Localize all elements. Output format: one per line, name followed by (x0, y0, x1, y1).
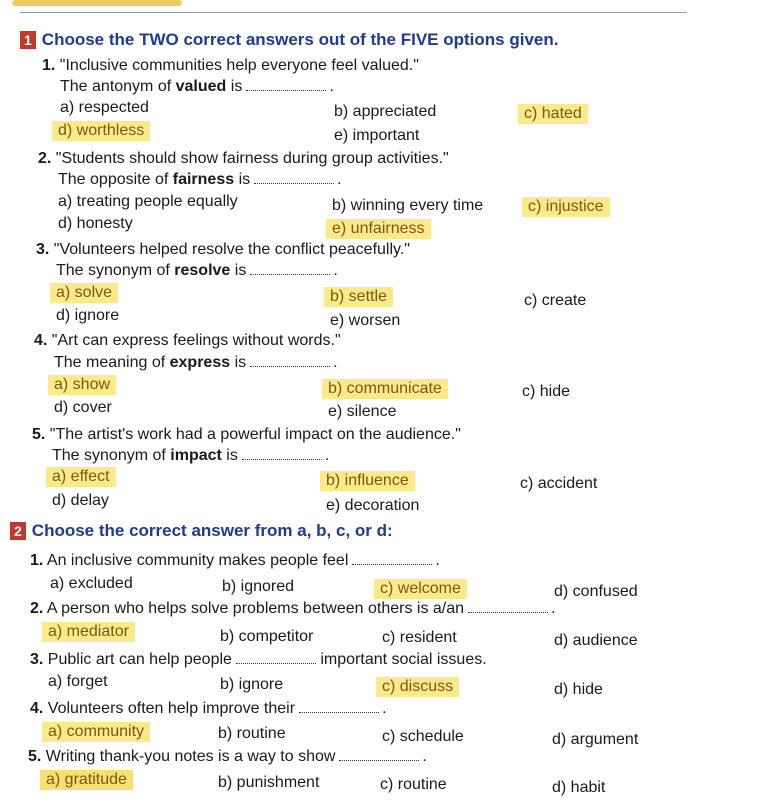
option-d[interactable]: d) audience (554, 632, 638, 649)
option-c-highlighted[interactable]: c) injustice (522, 197, 610, 217)
option-d[interactable]: d) cover (54, 399, 112, 416)
option-a[interactable]: a) treating people equally (58, 193, 238, 210)
option-a[interactable]: a) excluded (50, 575, 133, 592)
option-e-highlighted[interactable]: e) unfairness (326, 219, 431, 239)
question-prompt: The opposite of fairness is . (58, 171, 342, 188)
section-title: Choose the correct answer from a, b, c, or d: (31, 521, 393, 540)
option-e[interactable]: e) important (334, 127, 420, 144)
option-b[interactable]: b) appreciated (334, 103, 437, 120)
option-b[interactable]: b) ignored (222, 578, 295, 595)
section-title: Choose the TWO correct answers out of the FIVE options given. (41, 30, 559, 49)
question-quote: "Inclusive communities help everyone feel valued." (59, 57, 419, 74)
option-e[interactable]: e) silence (328, 403, 397, 420)
option-d[interactable]: d) delay (52, 492, 109, 509)
section-1-heading (20, 30, 558, 50)
question-4: 4. "Art can express feelings without words." (34, 332, 341, 349)
option-c[interactable]: c) resident (382, 629, 457, 646)
s2-question-4: 4. Volunteers often help improve their . (30, 700, 387, 717)
question-3: 3. "Volunteers helped resolve the conflict peacefully." (36, 241, 410, 258)
option-c[interactable]: c) hide (522, 383, 571, 400)
option-b-highlighted[interactable]: b) communicate (322, 379, 448, 399)
section-number: 1 (20, 31, 36, 49)
section-2-heading (10, 521, 393, 541)
option-c[interactable]: c) routine (380, 776, 447, 793)
option-d[interactable]: d) honesty (58, 215, 133, 232)
option-c[interactable]: c) create (524, 292, 587, 309)
option-a-highlighted[interactable]: a) mediator (42, 622, 135, 642)
option-d[interactable]: d) argument (552, 731, 639, 748)
option-b[interactable]: b) ignore (220, 676, 284, 693)
option-b-highlighted[interactable]: b) settle (324, 287, 393, 307)
option-d-highlighted[interactable]: d) worthless (52, 121, 150, 141)
option-b-highlighted[interactable]: b) influence (320, 471, 415, 491)
question-prompt: The synonym of impact is . (52, 447, 330, 464)
option-a-highlighted[interactable]: a) effect (46, 467, 116, 487)
option-a-highlighted[interactable]: a) gratitude (40, 770, 133, 790)
option-b[interactable]: b) routine (218, 725, 286, 742)
s2-question-5: 5. Writing thank-you notes is a way to show . (28, 748, 427, 765)
option-a[interactable]: a) forget (48, 673, 108, 690)
s2-question-1: 1. An inclusive community makes people feel . (30, 552, 440, 569)
option-b[interactable]: b) competitor (220, 628, 314, 645)
option-a-highlighted[interactable]: a) show (48, 375, 116, 395)
option-a-highlighted[interactable]: a) solve (50, 283, 118, 303)
section-number: 2 (10, 522, 26, 540)
option-c[interactable]: c) schedule (382, 728, 464, 745)
question-1 (42, 57, 419, 75)
option-d[interactable]: d) hide (554, 681, 603, 698)
question-prompt: The meaning of express is . (54, 354, 338, 371)
option-c[interactable]: c) accident (520, 475, 598, 492)
question-prompt: The synonym of resolve is . (56, 262, 338, 279)
question-prompt: The antonym of valued is . (60, 78, 334, 95)
option-d[interactable]: d) ignore (56, 307, 120, 324)
s2-question-2: 2. A person who helps solve problems between others is a/an . (30, 600, 556, 617)
question-2: 2. "Students should show fairness during group activities." (38, 150, 449, 167)
option-b[interactable]: b) punishment (218, 774, 320, 791)
option-b[interactable]: b) winning every time (332, 197, 484, 214)
option-a-highlighted[interactable]: a) community (42, 722, 150, 742)
option-a[interactable]: a) respected (60, 99, 149, 116)
option-e[interactable]: e) worsen (330, 312, 401, 329)
option-d[interactable]: d) confused (554, 583, 638, 600)
question-number: 1. (42, 57, 56, 74)
s2-question-3: 3. Public art can help people important social issues. (30, 651, 487, 668)
question-5: 5. "The artist's work had a powerful impact on the audience." (32, 426, 461, 443)
top-divider (20, 12, 687, 13)
option-c-highlighted[interactable]: c) discuss (376, 677, 459, 697)
option-c-highlighted[interactable]: c) hated (518, 104, 588, 124)
option-c-highlighted[interactable]: c) welcome (374, 579, 467, 599)
option-e[interactable]: e) decoration (326, 497, 420, 514)
top-highlight-mark (12, 0, 182, 6)
option-d[interactable]: d) habit (552, 779, 606, 796)
